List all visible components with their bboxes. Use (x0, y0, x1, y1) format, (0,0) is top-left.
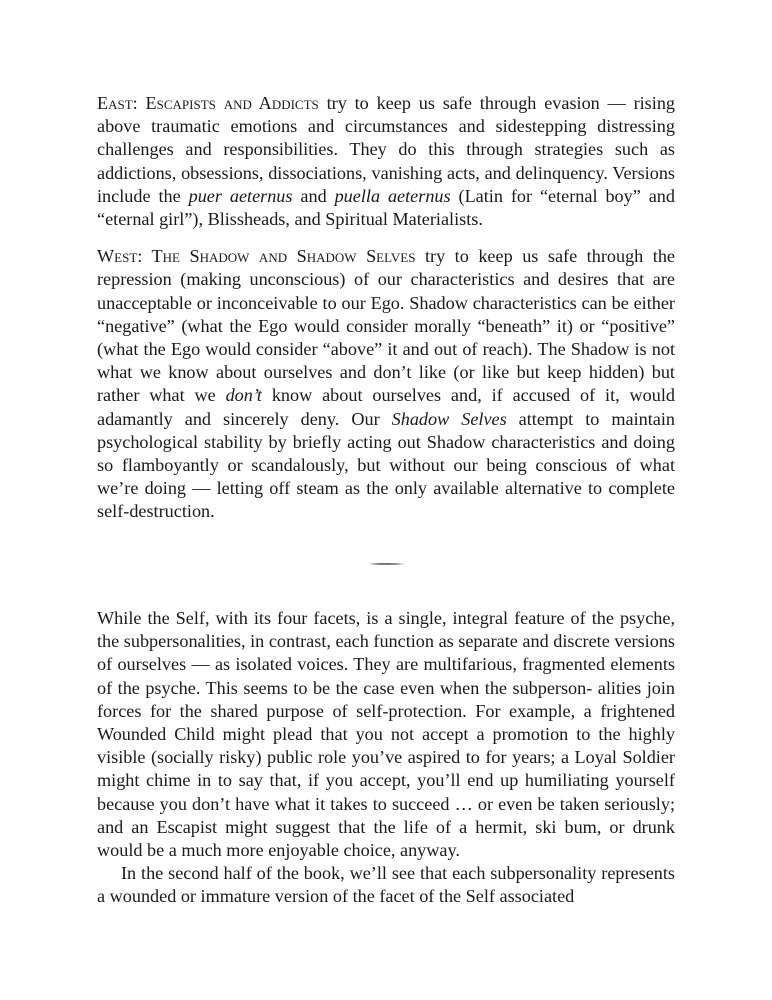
east-italic-2: puella aeternus (334, 185, 451, 206)
paragraph-self: While the Self, with its four facets, is a single, integral feature of the psyche, the subpersonalities, in contrast, each function as separate and discrete versions of ourselves — as isolated voices. They are multifarious, fragmented elements of the psyche. This seems to be the case even when the subperson- alities join forces for the shared purpose of self-protection. For example, a frightened Wounded Child might plead that you not accept a promotion to the highly visible (socially risky) public role you’ve aspired to for years; a Loyal Soldier might chime in to say that, if you accept, you’ll end up humiliating yourself because you don’t have what it takes to succeed … or even be taken seriously; and an Escapist might suggest that the life of a hermit, ski bum, or drunk would be a much more enjoyable choice, anyway. (97, 608, 675, 861)
paragraph-west (97, 245, 675, 523)
west-body: try to keep us safe through the repression (making unconscious) of our characteristics and desires that are unacceptable or inconceivable to our Ego. Shadow characteristics can be either “negative” (what the Ego would consider morally “beneath” it) or “positive” (what the Ego would consider “above” it and out of reach). The Shadow is not what we know about ourselves and don’t like (or like but keep hidden) but rather what we (97, 246, 675, 406)
heading-east: East: Escapists and Addicts (97, 93, 319, 113)
paragraph-second-half: In the second half of the book, we’ll see that each subpersonality represents a wounded or immature version of the facet of the Self associated (97, 863, 675, 907)
section-two (97, 607, 675, 909)
west-mid: know about ourselves and, if accused of it, would adamantly and sincerely deny. Our (97, 385, 676, 429)
west-tail: attempt to maintain psychological stability by briefly acting out Shadow characteristics and doing so flamboyantly or scandalously, but without our being conscious of what we’re doing — letting off steam as the only available alternative to complete self-destruction. (97, 408, 675, 522)
west-italic-2: Shadow Selves (391, 408, 507, 429)
page-body (97, 92, 675, 538)
east-italic-1: puer aeternus (188, 185, 293, 206)
section-divider-ornament-icon (369, 562, 405, 566)
east-tail: (Latin for “eternal boy” and “eternal girl”), Blissheads, and Spiritual Materialists. (97, 185, 675, 230)
west-italic-1: don’t (225, 385, 262, 406)
paragraph-east (97, 92, 675, 231)
heading-west: West: The Shadow and Shadow Selves (97, 246, 416, 267)
east-mid: and (292, 185, 335, 206)
east-body: try to keep us safe through evasion — rising above traumatic emotions and circumstances and sidestepping distressing challenges and responsibilities. They do this through strategies such as addictions, obsessions, dissociations, vanishing acts, and delinquency. Versions include the (97, 93, 676, 206)
